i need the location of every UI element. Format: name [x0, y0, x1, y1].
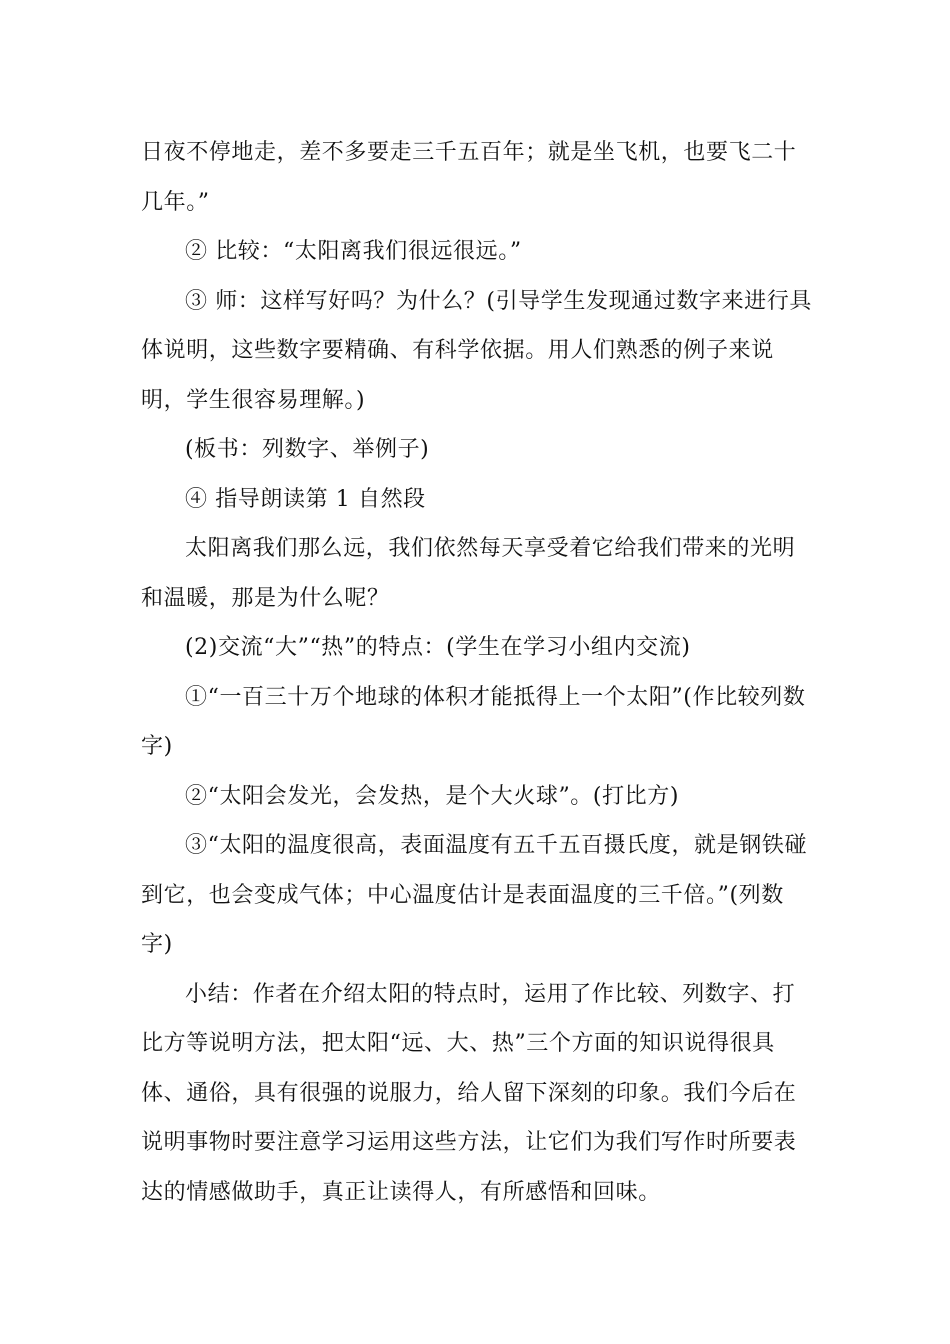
document-body: [141, 128, 813, 1217]
paragraph-11: 小结：作者在介绍太阳的特点时，运用了作比较、列数字、打比方等说明方法，把太阳“远、大、热”三个方面的知识说得很具体、通俗，具有很强的说服力，给人留下深刻的印象。我们今后在说明事物时要注意学习运用这些方法，让它们为我们写作时所要表达的情感做助手，真正让读得人，有所感悟和回味。: [141, 981, 797, 1205]
paragraph-7: (2)交流“大”“热”的特点：(学生在学习小组内交流): [185, 635, 691, 660]
paragraph-8: ①“一百三十万个地球的体积才能抵得上一个太阳”(作比较列数字): [141, 684, 806, 759]
paragraph-6: 太阳离我们那么远，我们依然每天享受着它给我们带来的光明和温暖，那是为什么呢？: [141, 536, 796, 611]
paragraph-3: ③ 师：这样写好吗？为什么？(引导学生发现通过数字来进行具体说明，这些数字要精确、有科学依据。用人们熟悉的例子来说明，学生很容易理解。): [141, 288, 812, 413]
paragraph-2: ② 比较：“太阳离我们很远很远。”: [185, 239, 522, 264]
paragraph-4: (板书：列数字、举例子): [185, 437, 430, 462]
paragraph-9: ②“太阳会发光，会发热，是个大火球”。(打比方): [185, 783, 680, 809]
paragraph-1: 日夜不停地走，差不多要走三千五百年；就是坐飞机，也要飞二十几年。”: [141, 140, 797, 215]
paragraph-10: ③“太阳的温度很高，表面温度有五千五百摄氏度，就是钢铁碰到它，也会变成气体；中心温度估计是表面温度的三千倍。”(列数字): [141, 833, 808, 957]
paragraph-5: ④ 指导朗读第 1 自然段: [185, 486, 426, 512]
